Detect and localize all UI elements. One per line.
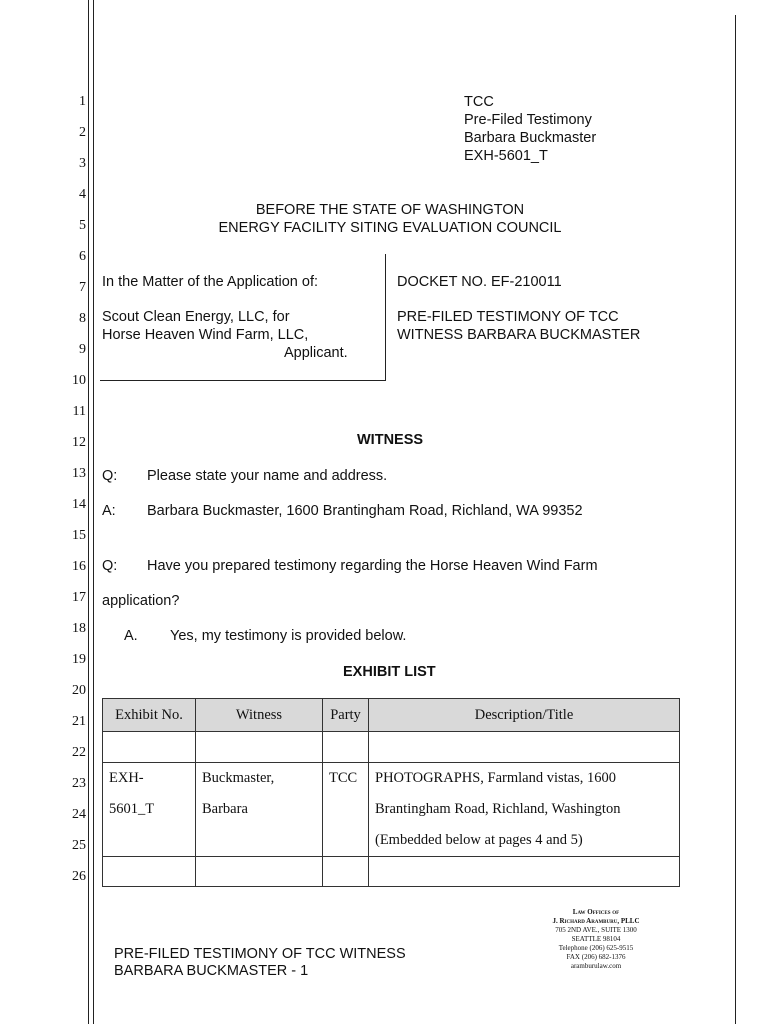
cell-witness: Buckmaster, Barbara xyxy=(196,763,323,857)
line-number: 18 xyxy=(72,621,86,636)
line-number: 4 xyxy=(79,187,86,202)
column-header-exhibit-no: Exhibit No. xyxy=(103,699,196,732)
caption-applicant-line1: Scout Clean Energy, LLC, for xyxy=(102,309,290,325)
question-1-text: Please state your name and address. xyxy=(147,468,388,484)
answer-1-text: Barbara Buckmaster, 1600 Brantingham Road, Richland, WA 99352 xyxy=(147,503,583,519)
caption-document-title-line2: WITNESS BARBARA BUCKMASTER xyxy=(397,327,641,343)
exhibit-table xyxy=(102,698,680,887)
line-number: 9 xyxy=(79,342,86,357)
line-number: 12 xyxy=(72,435,86,450)
law-firm-block xyxy=(530,908,662,971)
cell-party: TCC xyxy=(323,763,369,857)
line-number: 24 xyxy=(72,807,86,822)
header-doc-type: Pre-Filed Testimony xyxy=(464,112,592,128)
column-header-witness: Witness xyxy=(196,699,323,732)
exhibit-header-block xyxy=(464,93,596,165)
firm-fax: FAX (206) 682-1376 xyxy=(566,953,626,961)
caption-docket-number: DOCKET NO. EF-210011 xyxy=(397,274,562,290)
line-number: 22 xyxy=(72,745,86,760)
caption-matter: In the Matter of the Application of: xyxy=(102,274,319,290)
line-number: 17 xyxy=(72,590,86,605)
column-header-description: Description/Title xyxy=(369,699,680,732)
line-number: 26 xyxy=(72,869,86,884)
margin-rule-left-inner xyxy=(93,0,94,1024)
question-2-label: Q: xyxy=(102,558,118,574)
firm-phone: Telephone (206) 625-9515 xyxy=(558,944,634,952)
line-number: 6 xyxy=(79,249,86,264)
line-number: 21 xyxy=(72,714,86,729)
line-number: 20 xyxy=(72,683,86,698)
line-number: 15 xyxy=(72,528,86,543)
cell-exhibit-no: EXH- 5601_T xyxy=(103,763,196,857)
line-number: 11 xyxy=(72,404,86,419)
line-number: 13 xyxy=(72,466,86,481)
line-number: 8 xyxy=(79,311,86,326)
line-number: 10 xyxy=(72,373,86,388)
caption-divider-horizontal xyxy=(100,380,386,381)
answer-2-text: Yes, my testimony is provided below. xyxy=(170,628,407,644)
answer-1-label: A: xyxy=(102,503,116,519)
column-header-party: Party xyxy=(323,699,369,732)
caption-applicant-role: Applicant. xyxy=(284,345,348,361)
margin-rule-left-outer xyxy=(88,0,89,1024)
line-number: 3 xyxy=(79,156,86,171)
firm-label: Law Offices of xyxy=(572,908,620,916)
tribunal-title-line2: ENERGY FACILITY SITING EVALUATION COUNCIL xyxy=(218,220,562,236)
line-number: 19 xyxy=(72,652,86,667)
cell-description: PHOTOGRAPHS, Farmland vistas, 1600 Brantingham Road, Richland, Washington (Embedded below at pages 4 and 5) xyxy=(369,763,680,857)
question-1-label: Q: xyxy=(102,468,118,484)
line-number: 16 xyxy=(72,559,86,574)
line-number: 5 xyxy=(79,218,86,233)
footer-document-title xyxy=(114,946,406,980)
table-row xyxy=(103,763,680,857)
tribunal-title-line1: BEFORE THE STATE OF WASHINGTON xyxy=(255,202,525,218)
firm-website: aramburulaw.com xyxy=(570,962,622,970)
caption-document-title-line1: PRE-FILED TESTIMONY OF TCC xyxy=(397,309,619,325)
question-2-continuation: application? xyxy=(102,593,180,609)
table-row-blank xyxy=(103,857,680,887)
margin-rule-right xyxy=(735,15,736,1024)
header-exhibit-no: EXH-5601_T xyxy=(464,148,548,164)
footer-title-line2: BARBARA BUCKMASTER - 1 xyxy=(114,963,309,979)
exhibit-list-heading: EXHIBIT LIST xyxy=(343,664,436,680)
table-header-row xyxy=(103,699,680,732)
firm-name: J. Richard Aramburu, PLLC xyxy=(552,917,640,925)
footer-title-line1: PRE-FILED TESTIMONY OF TCC WITNESS xyxy=(114,946,406,962)
caption-divider-vertical xyxy=(385,254,386,381)
line-number: 2 xyxy=(79,125,86,140)
line-number: 1 xyxy=(79,94,86,109)
firm-address-line2: SEATTLE 98104 xyxy=(571,935,621,943)
question-2-text: Have you prepared testimony regarding the Horse Heaven Wind Farm xyxy=(147,558,598,574)
line-number: 25 xyxy=(72,838,86,853)
caption-applicant-line2: Horse Heaven Wind Farm, LLC, xyxy=(102,327,309,343)
line-number: 14 xyxy=(72,497,86,512)
section-heading-witness: WITNESS xyxy=(357,432,424,448)
firm-address-line1: 705 2ND AVE., SUITE 1300 xyxy=(555,926,637,934)
line-number: 7 xyxy=(79,280,86,295)
table-row-blank xyxy=(103,732,680,763)
header-witness: Barbara Buckmaster xyxy=(464,130,597,146)
line-number: 23 xyxy=(72,776,86,791)
answer-2-label: A. xyxy=(124,628,138,644)
header-party: TCC xyxy=(464,94,494,110)
